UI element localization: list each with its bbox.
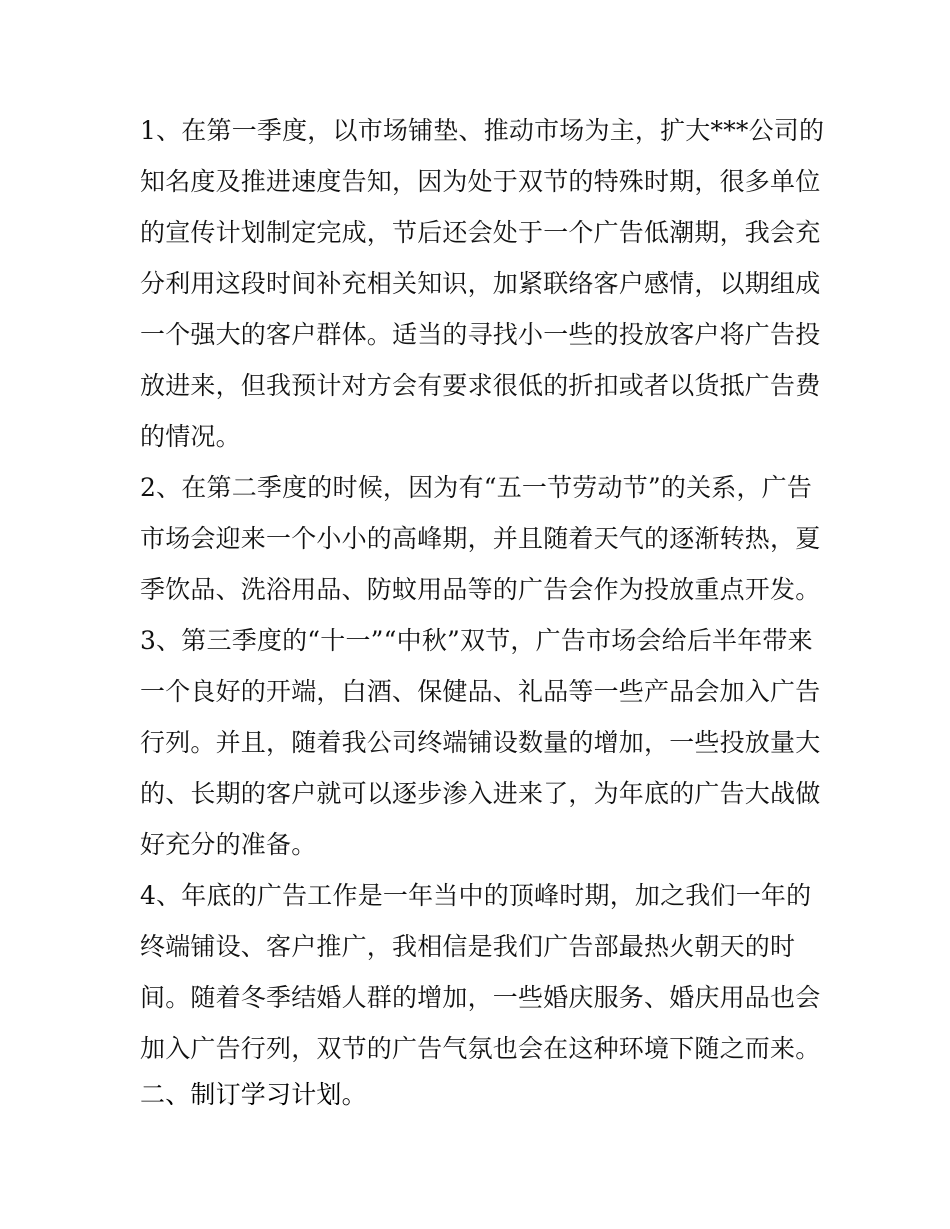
paragraph-4-line-4: 加入广告行列，双节的广告气氛也会在这种环境下随之而来。: [140, 1034, 821, 1063]
section-heading-study-plan: 二、制订学习计划。: [140, 1082, 367, 1109]
paragraph-3-line-4: 的、长期的客户就可以逐步渗入进来了，为年底的广告大战做: [140, 779, 821, 808]
paragraph-4-line-3: 间。随着冬季结婚人群的增加，一些婚庆服务、婚庆用品也会: [140, 983, 821, 1012]
paragraph-1-line-7: 的情况。: [140, 422, 241, 451]
paragraph-3-line-2: 一个良好的开端，白酒、保健品、礼品等一些产品会加入广告: [140, 677, 821, 706]
paragraph-3-line-3: 行列。并且，随着我公司终端铺设数量的增加，一些投放量大: [140, 728, 821, 757]
paragraph-1-line-3: 的宣传计划制定完成，节后还会处于一个广告低潮期，我会充: [140, 218, 821, 247]
paragraph-1-line-5: 一个强大的客户群体。适当的寻找小一些的投放客户将广告投: [140, 320, 821, 349]
paragraph-1-line-1: 1、在第一季度，以市场铺垫、推动市场为主，扩大***公司的: [140, 116, 825, 145]
paragraph-2-line-2: 市场会迎来一个小小的高峰期，并且随着天气的逐渐转热，夏: [140, 524, 821, 553]
paragraph-2-line-1: 2、在第二季度的时候，因为有“五一节劳动节”的关系，广告: [140, 473, 813, 502]
paragraph-4-line-1: 4、年底的广告工作是一年当中的顶峰时期，加之我们一年的: [140, 881, 812, 910]
paragraph-3-line-1: 3、第三季度的“十一”“中秋”双节，广告市场会给后半年带来: [140, 626, 813, 655]
paragraph-1-line-2: 知名度及推进速度告知，因为处于双节的特殊时期，很多单位: [140, 167, 821, 196]
paragraph-4-line-2: 终端铺设、客户推广，我相信是我们广告部最热火朝天的时: [140, 932, 796, 961]
paragraph-1-line-4: 分利用这段时间补充相关知识，加紧联络客户感情，以期组成: [140, 269, 821, 298]
document-body: [140, 105, 825, 1074]
paragraph-3-line-5: 好充分的准备。: [140, 830, 317, 859]
paragraph-2-line-3: 季饮品、洗浴用品、防蚊用品等的广告会作为投放重点开发。: [140, 575, 821, 604]
paragraph-1-line-6: 放进来，但我预计对方会有要求很低的折扣或者以货抵广告费: [140, 371, 821, 400]
